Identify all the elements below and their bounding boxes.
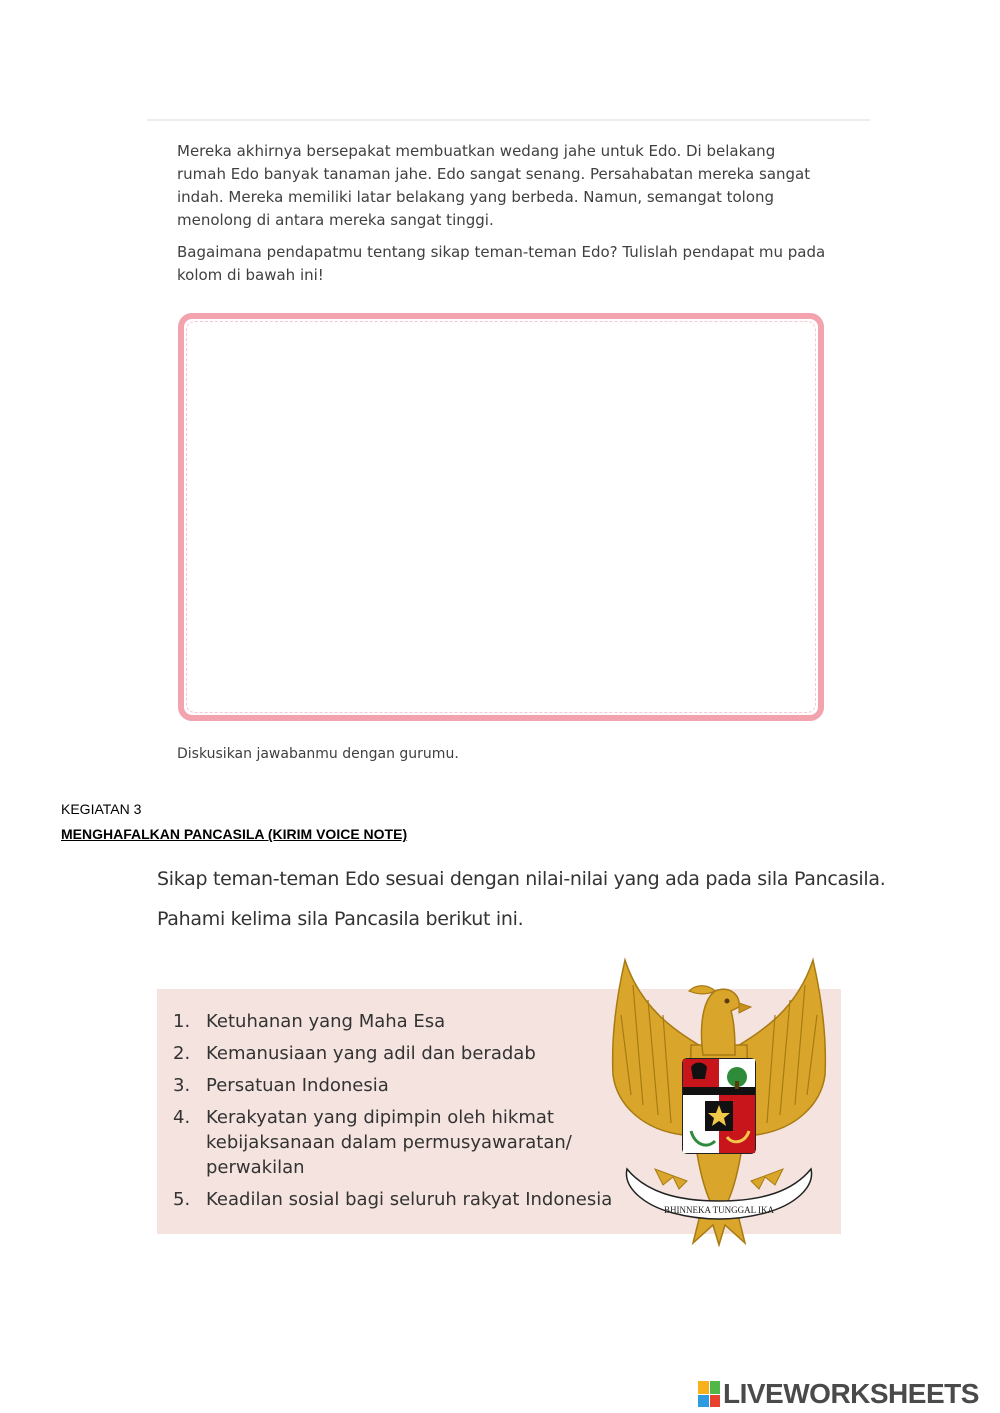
pancasila-list <box>173 1009 613 1219</box>
sila-item: 2. Kemanusiaan yang adil dan beradab <box>173 1043 536 1064</box>
activity-title: MENGHAFALKAN PANCASILA (KIRIM VOICE NOTE) <box>61 826 408 842</box>
sila-item: 5. Keadilan sosial bagi seluruh rakyat Indonesia <box>173 1189 613 1210</box>
emblem-motto: BHINNEKA TUNGGAL IKA <box>664 1205 774 1215</box>
question-paragraph: Bagaimana pendapatmu tentang sikap teman-teman Edo? Tulislah pendapat mu pada kolom di bawah ini! <box>177 243 826 284</box>
top-divider <box>147 119 870 121</box>
garuda-emblem-icon <box>603 955 835 1247</box>
story-paragraph: Mereka akhirnya bersepakat membuatkan wedang jahe untuk Edo. Di belakang rumah Edo banyak tanaman jahe. Edo sangat senang. Persahabatan mereka sangat indah. Mereka memiliki latar belakang yang berbeda. Namun, semangat tolong menolong di antara mereka sangat tinggi. <box>177 142 811 229</box>
answer-box[interactable] <box>178 313 824 721</box>
sila-item: 1. Ketuhanan yang Maha Esa <box>173 1011 446 1032</box>
brand-name: LIVEWORKSHEETS <box>723 1378 979 1409</box>
liveworksheets-logo <box>698 1378 979 1410</box>
sila-item: 4. Kerakyatan yang dipimpin oleh hikmat kebijaksanaan dalam permusyawaratan/ perwakilan <box>173 1107 572 1178</box>
intro-line-2: Pahami kelima sila Pancasila berikut ini. <box>157 908 524 930</box>
discuss-instruction: Diskusikan jawabanmu dengan gurumu. <box>177 746 459 762</box>
logo-cube-icon <box>698 1381 720 1407</box>
activity-label: KEGIATAN 3 <box>61 801 142 817</box>
sila-item: 3. Persatuan Indonesia <box>173 1075 389 1096</box>
intro-line-1: Sikap teman-teman Edo sesuai dengan nilai-nilai yang ada pada sila Pancasila. <box>157 868 886 890</box>
